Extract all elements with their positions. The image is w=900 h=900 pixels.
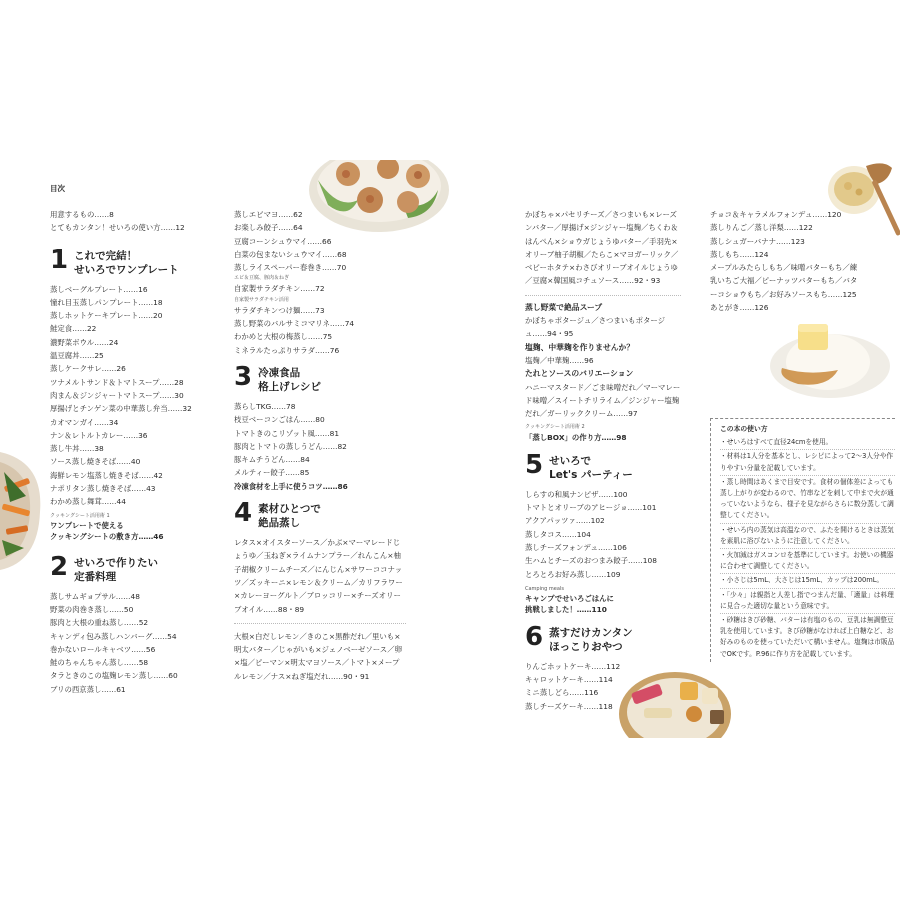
toc-entry[interactable]: 蒸しサムギョプサル……48 (50, 591, 140, 601)
section-1-heading: 1 これで完結！ せいろでワンプレート (50, 244, 179, 276)
section-number: 4 (234, 498, 253, 529)
toc-entry[interactable]: 鮭のちゃんちゃん蒸し……58 (50, 658, 149, 668)
toc-entry[interactable]: 自家製サラダチキン……72 (234, 284, 325, 294)
toc-entry[interactable]: ツナメルトサンド＆トマトスープ……28 (50, 377, 184, 387)
toc-entry[interactable]: 憧れ目玉蒸しパンプレート……18 (50, 297, 163, 307)
usage-item: ・蒸し時間はあくまで目安です。食材の個体差によっても蒸し上がりが変わるので、竹串などを刺して中まで火が通っていないようなら、様子を見ながらさらに数分蒸して調整してください。 (720, 477, 895, 524)
toc-column-2 (234, 208, 406, 683)
toc-entry[interactable]: アクアパッツァ……102 (525, 516, 605, 526)
toc-entry[interactable]: 濃野菜ボウル……24 (50, 337, 119, 347)
toc-entry[interactable]: わかめと大根の梅蒸し……75 (234, 332, 333, 342)
toc-entry[interactable]: 蒸しチーズケーキ……118 (525, 701, 613, 711)
toc-entry[interactable]: ブリの西京蒸し……61 (50, 684, 126, 694)
toc-entry[interactable]: とてもカンタン！せいろの使い方……12 (50, 223, 185, 233)
toc-entry[interactable]: 「蒸しBOX」の作り方……98 (525, 433, 627, 443)
toc-entry[interactable]: ミニ蒸しどら……116 (525, 688, 599, 698)
toc-entry[interactable]: 豚キムチうどん……84 (234, 455, 310, 465)
toc-entry[interactable]: トマトとオリーブのアヒージョ……101 (525, 503, 657, 513)
toc-heading: たれとソースのバリエーション (525, 369, 634, 379)
toc-entry[interactable]: 肉まん＆ジンジャートマトスープ……30 (50, 390, 184, 400)
toc-entry[interactable]: 白菜の包まないシュウマイ……68 (234, 249, 347, 259)
toc-entry[interactable]: 用意するもの……8 (50, 210, 114, 219)
toc-entry[interactable]: 野菜の肉巻き蒸し……50 (50, 604, 134, 614)
toc-paragraph[interactable]: かぼちゃ×パセリチーズ／さつまいも×レーズンバター／厚揚げ×ジンジャー塩麹／ちくわ＆はんぺん×ショウガじょうゆバター／手羽先×オリーブ柚子胡椒／たらこ×マヨガーリック／ベビーホタテ×わさびオリーブオイルじょうゆ／豆腐×韓国風コチュソース……92・93 (525, 210, 679, 286)
toc-entry[interactable]: メルティー餃子……85 (234, 468, 310, 478)
toc-entry[interactable]: チョコ＆キャラメルフォンデュ……120 (710, 210, 842, 219)
section-number: 3 (234, 361, 253, 392)
toc-entry[interactable]: ミネラルたっぷりサラダ……76 (234, 345, 340, 355)
toc-entry[interactable]: 豆腐コーンシュウマイ……66 (234, 236, 332, 246)
toc-entry[interactable]: ナポリタン蒸し焼きそば……43 (50, 484, 156, 494)
toc-entry[interactable]: 蒸しケークサレ……26 (50, 364, 126, 374)
toc-entry[interactable]: 鮭定食……22 (50, 324, 97, 334)
toc-entry[interactable]: 生ハムとチーズのおつまみ餃子……108 (525, 556, 657, 566)
toc-label: 目次 (50, 184, 65, 193)
toc-entry[interactable]: 挑戦しました！……110 (525, 604, 607, 614)
usage-item: ・せいろ内の蒸気は高温なので、ふたを開けるときは蒸気を素肌に浴びないように注意してください。 (720, 525, 895, 549)
toc-entry[interactable]: トマトきのこリゾット風……81 (234, 428, 340, 438)
toc-paragraph[interactable]: レタス×オイスターソース／かぶ×マーマレードじょうゆ／玉ねぎ×ライムナンプラー／れんこん×柚子胡椒クリームチーズ／にんじん×サワーココナッツ／ズッキーニ×レモン＆クリーム／カリフラワー×カレーヨーグルト／ブロッコリー×チーズオリーブオイル……88・89 (234, 538, 403, 614)
toc-entry[interactable]: 蒸しライスペーパー春巻き……70 (234, 263, 347, 273)
toc-paragraph[interactable]: 大根×白だしレモン／きのこ×黒酢だれ／里いも×明太バター／じゃがいも×ジェノベーゼソース／卵×塩／ピーマン×明太マヨソース／トマト×メープルレモン／ナス×ねぎ塩だれ……90・91 (234, 631, 402, 681)
usage-item: ・せいろはすべて直径24cmを使用。 (720, 437, 895, 450)
usage-item: ・材料は1人分を基本とし、レシピによって2〜3人分や作りやすい分量を記載しています。 (720, 451, 895, 475)
mochi-butter-photo (768, 318, 892, 400)
caption: エビ＆豆腐、豚肉＆ねぎ (234, 275, 290, 282)
toc-entry[interactable]: キャンディ包み蒸しハンバーグ……54 (50, 631, 177, 641)
toc-entry[interactable]: とろとろお好み蒸し……109 (525, 569, 621, 579)
toc-entry[interactable]: ナン＆レトルトカレー……36 (50, 430, 148, 440)
section-5-heading: 5 せいろで Let's パーティー (525, 449, 633, 481)
toc-entry[interactable]: クッキングシートの敷き方……46 (50, 531, 164, 541)
section-4-heading: 4 素材ひとつで 絶品蒸し (234, 498, 321, 530)
toc-entry[interactable]: ワンプレートで使える (50, 520, 124, 530)
section-6-heading: 6 蒸すだけカンタン ほっこりおやつ (525, 621, 633, 653)
usage-item: ・火加減はガスコンロを基準にしています。お使いの機器に合わせて調整してください。 (720, 550, 895, 574)
toc-entry[interactable]: 蒸しエビマヨ……62 (234, 210, 303, 219)
caption: クッキングシート活用術 1 (50, 512, 110, 519)
toc-entry[interactable]: 蒸しシュガーバナナ……123 (710, 236, 805, 246)
toc-entry[interactable]: わかめ蒸し舞茸……44 (50, 497, 126, 507)
toc-entry[interactable]: 蒸しタコス……104 (525, 529, 591, 539)
section-number: 1 (50, 244, 69, 275)
toc-column-3 (525, 208, 681, 713)
toc-entry[interactable]: ハニーマスタード／ごま味噌だれ／マーマレード味噌／スイートチリライム／ジンジャー塩麹だれ／ガーリッククリーム……97 (525, 382, 681, 419)
toc-entry[interactable]: キャンプでせいろごはんに (525, 593, 614, 603)
toc-entry[interactable]: ソース蒸し焼きそば……40 (50, 457, 141, 467)
toc-entry[interactable]: 蒸らしTKG……78 (234, 401, 296, 411)
caption: Camping meals (525, 585, 564, 592)
toc-entry[interactable]: タラときのこの塩麹レモン蒸し……60 (50, 671, 178, 681)
toc-entry[interactable]: あとがき……126 (710, 303, 769, 313)
usage-notes (710, 418, 895, 662)
toc-entry[interactable]: 蒸しベーグルプレート……16 (50, 284, 148, 294)
toc-entry[interactable]: 厚揚げとチンゲン菜の中華蒸し弁当……32 (50, 404, 192, 414)
section-number: 5 (525, 449, 544, 480)
section-2-heading: 2 せいろで作りたい 定番料理 (50, 551, 158, 583)
section-3-heading: 3 冷凍食品 格上げレシピ (234, 361, 321, 393)
toc-entry[interactable]: 枝豆ベーコンごはん……80 (234, 415, 325, 425)
toc-entry[interactable]: 蒸しりんご／蒸し洋梨……122 (710, 223, 813, 233)
toc-column-1 (50, 208, 210, 696)
toc-entry[interactable]: お楽しみ餃子……64 (234, 223, 303, 233)
toc-entry[interactable]: 蒸し牛丼……38 (50, 444, 104, 454)
usage-title: この本の使い方 (720, 425, 768, 433)
toc-entry[interactable]: りんごホットケーキ……112 (525, 661, 621, 671)
toc-entry[interactable]: 蒸しホットケーキプレート……20 (50, 311, 163, 321)
toc-heading: 塩麹、中華麹を作りませんか？ (525, 342, 635, 352)
usage-item: ・砂糖はきび砂糖、バターは有塩のもの、豆乳は無調整豆乳を使用しています。きび砂糖がなければ上白糖など、お好みのものを使っていただいて構いません。塩麹は市販品でOKです。P.96に作り方を記載しています。 (720, 616, 895, 658)
caption: クッキングシート活用術 2 (525, 424, 585, 431)
toc-entry[interactable]: 温豆腐丼……25 (50, 351, 104, 361)
toc-entry[interactable]: 巻かないロールキャベツ……56 (50, 644, 156, 654)
caption: 自家製サラダチキン活用 (234, 296, 289, 303)
toc-entry[interactable]: 蒸しもち……124 (710, 249, 769, 259)
toc-entry[interactable]: 蒸しチーズフォンデュ……106 (525, 542, 627, 552)
toc-entry[interactable]: 蒸し野菜のバルサミコマリネ……74 (234, 319, 355, 329)
toc-entry[interactable]: 豚肉と大根の重ね蒸し……52 (50, 618, 149, 628)
toc-paragraph[interactable]: メープルみたらしもち／味噌バターもち／練乳いちご大福／ピーナッツバターもち／バターコショウもち／お好みソースもち……125 (710, 263, 858, 299)
toc-entry[interactable]: しらすの和風ナンピザ……100 (525, 489, 628, 499)
toc-entry[interactable]: 海鮮レモン塩蒸し焼きそば……42 (50, 470, 163, 480)
toc-entry[interactable]: キャロットケーキ……114 (525, 675, 613, 685)
toc-entry[interactable]: 豚肉とトマトの蒸しうどん……82 (234, 441, 347, 451)
toc-entry[interactable]: サラダチキンつけ麺……73 (234, 305, 325, 315)
toc-entry[interactable]: カオマンガイ……34 (50, 417, 119, 427)
section-number: 2 (50, 551, 69, 582)
toc-heading: 蒸し野菜で絶品スープ (525, 302, 603, 312)
toc-entry[interactable]: かぼちゃポタージュ／さつまいもポタージュ……94・95 (525, 316, 665, 339)
section-number: 6 (525, 621, 544, 652)
usage-item: ・「少々」は親指と人差し指でつまんだ量、「適量」は料理に見合った適切な量という意味です。 (720, 590, 895, 614)
toc-entry[interactable]: 塩麹／中華麹……96 (525, 355, 594, 365)
usage-item: ・小さじは5mL、大さじは15mL、カップは200mL。 (720, 575, 895, 588)
toc-column-4 (710, 208, 862, 314)
toc-entry[interactable]: 冷凍食材を上手に使うコツ……86 (234, 481, 348, 491)
steamed-dish-photo (0, 452, 44, 572)
